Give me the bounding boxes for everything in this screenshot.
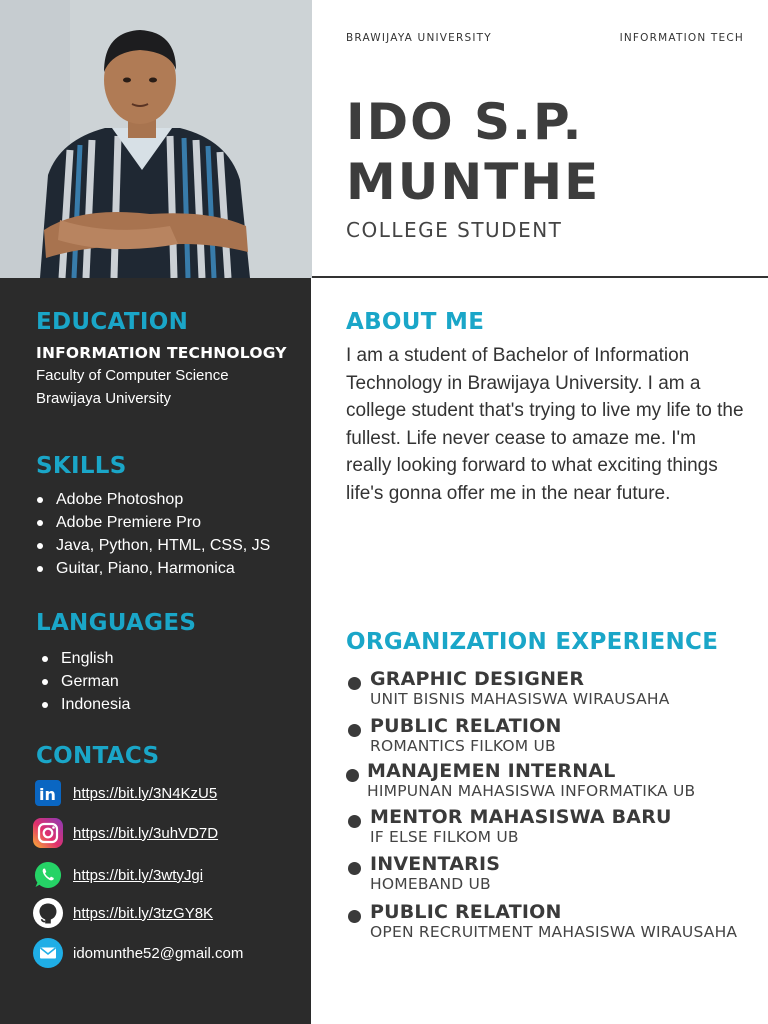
skills-heading: SKILLS xyxy=(36,453,127,479)
contacts-heading: CONTACS xyxy=(36,743,160,769)
bullet-dot xyxy=(348,910,361,923)
svg-text:in: in xyxy=(39,785,56,804)
org-role: INVENTARIS xyxy=(370,853,501,875)
bullet-dot xyxy=(348,724,361,737)
org-role: PUBLIC RELATION xyxy=(370,715,562,737)
linkedin-link[interactable]: https://bit.ly/3N4KzU5 xyxy=(73,784,218,802)
languages-list xyxy=(41,647,130,716)
profile-photo xyxy=(0,0,312,278)
name-line-2: MUNTHE xyxy=(346,153,601,211)
instagram-link[interactable]: https://bit.ly/3uhVD7D xyxy=(73,824,219,842)
education-university: Brawijaya University xyxy=(36,390,172,407)
bullet-dot xyxy=(346,769,359,782)
person-role: COLLEGE STUDENT xyxy=(346,218,563,242)
org-name: UNIT BISNIS MAHASISWA WIRAUSAHA xyxy=(370,690,670,708)
contact-whatsapp xyxy=(32,859,203,891)
person-name xyxy=(346,92,746,212)
header-meta xyxy=(346,32,744,44)
email-icon xyxy=(32,937,64,969)
org-role: GRAPHIC DESIGNER xyxy=(370,668,585,690)
contact-instagram xyxy=(32,817,218,849)
organization-heading: ORGANIZATION EXPERIENCE xyxy=(346,629,719,655)
linkedin-icon xyxy=(32,777,64,809)
education-program: INFORMATION TECHNOLOGY xyxy=(36,344,287,362)
contact-linkedin xyxy=(32,777,217,809)
org-role: PUBLIC RELATION xyxy=(370,901,562,923)
skills-list xyxy=(36,488,270,580)
org-name: HIMPUNAN MAHASISWA INFORMATIKA UB xyxy=(367,782,696,800)
bullet-dot xyxy=(348,677,361,690)
github-icon xyxy=(32,897,64,929)
list-item: Guitar, Piano, Harmonica xyxy=(36,557,270,580)
org-role: MENTOR MAHASISWA BARU xyxy=(370,806,672,828)
contact-github xyxy=(32,897,213,929)
org-role: MANAJEMEN INTERNAL xyxy=(367,760,616,782)
whatsapp-link[interactable]: https://bit.ly/3wtyJgi xyxy=(73,866,204,884)
education-heading: EDUCATION xyxy=(36,309,189,335)
about-heading: ABOUT ME xyxy=(346,309,485,335)
bullet-dot xyxy=(348,815,361,828)
education-faculty: Faculty of Computer Science xyxy=(36,367,229,384)
instagram-icon xyxy=(32,817,64,849)
contact-email xyxy=(32,937,243,969)
org-name: ROMANTICS FILKOM UB xyxy=(370,737,556,755)
list-item: Adobe Photoshop xyxy=(36,488,270,511)
email-address[interactable]: idomunthe52@gmail.com xyxy=(73,944,244,962)
list-item: German xyxy=(41,670,130,693)
list-item: Adobe Premiere Pro xyxy=(36,511,270,534)
org-name: OPEN RECRUITMENT MAHASISWA WIRAUSAHA xyxy=(370,923,738,941)
university-label: BRAWIJAYA UNIVERSITY xyxy=(346,32,492,44)
list-item: Indonesia xyxy=(41,693,130,716)
header-divider xyxy=(312,276,768,278)
whatsapp-icon xyxy=(32,859,64,891)
languages-heading: LANGUAGES xyxy=(36,610,197,636)
org-name: HOMEBAND UB xyxy=(370,875,491,893)
about-text: I am a student of Bachelor of Information Technology in Brawijaya University. I am a college student that's trying to live my life to the fullest. Life never cease to amaze me. I'm really looking forward to what exciting things life's gonna offer me in the near future. xyxy=(346,345,744,504)
department-label: INFORMATION TECH xyxy=(619,32,744,44)
bullet-dot xyxy=(348,862,361,875)
list-item: Java, Python, HTML, CSS, JS xyxy=(36,534,270,557)
github-link[interactable]: https://bit.ly/3tzGY8K xyxy=(73,904,214,922)
list-item: English xyxy=(41,647,130,670)
name-line-1: IDO S.P. xyxy=(346,93,584,151)
org-name: IF ELSE FILKOM UB xyxy=(370,828,519,846)
